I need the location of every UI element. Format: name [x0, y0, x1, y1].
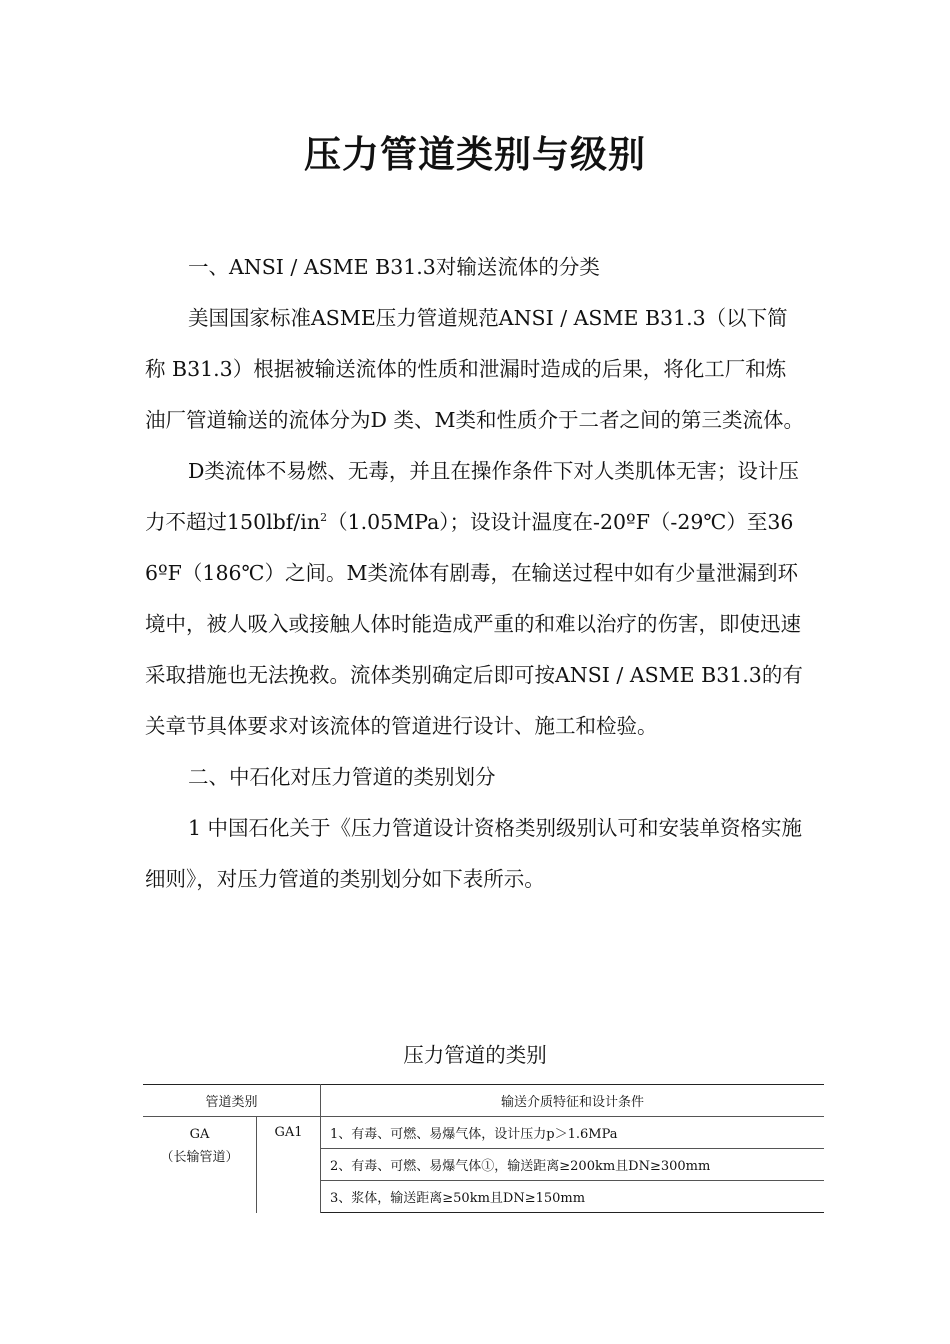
condition-cell-3: 3、浆体，输送距离≥50km且DN≥150mm [321, 1181, 825, 1213]
category-cell [143, 1117, 257, 1213]
paragraph-fluid-classes-part1: D类流体不易燃、无毒，并且在操作条件下对人类肌体无害；设计压力不超过150lbf/in [145, 459, 799, 534]
section-heading-2: 二、中石化对压力管道的类别划分 [188, 765, 496, 789]
pipeline-category-table [143, 1084, 824, 1213]
paragraph-sinopec-classification: 1 中国石化关于《压力管道设计资格类别级别认可和安装单资格实施细则》，对压力管道的类别划分如下表所示。 [145, 816, 803, 891]
paragraph-b31-intro: 美国国家标准ASME压力管道规范ANSI / ASME B31.3（以下简称 B31.3）根据被输送流体的性质和泄漏时造成的后果，将化工厂和炼油厂管道输送的流体分为D 类、M类和性质介于二者之间的第三类流体。 [145, 306, 804, 432]
table-row [143, 1117, 824, 1149]
section-heading-1: 一、ANSI / ASME B31.3对输送流体的分类 [188, 255, 600, 279]
category-name: （长输管道） [160, 1150, 239, 1165]
superscript-2: 2 [320, 511, 328, 525]
condition-cell-1: 1、有毒、可燃、易爆气体，设计压力p＞1.6MPa [321, 1117, 825, 1149]
document-body [145, 242, 805, 905]
header-medium-conditions: 输送介质特征和设计条件 [321, 1085, 825, 1117]
header-pipeline-category: 管道类别 [143, 1085, 321, 1117]
document-title: 压力管道类别与级别 [304, 133, 646, 176]
paragraph-fluid-classes-part2: （1.05MPa）；设设计温度在-20ºF（-29℃）至366ºF（186℃）之间。M类流体有剧毒，在输送过程中如有少量泄漏到环境中，被人吸入或接触人体时能造成严重的和难以治疗的伤害，即使迅速采取措施也无法挽救。流体类别确定后即可按ANSI / ASME B31.3的有关章节具体要求对该流体的管道进行设计、施工和检验。 [145, 510, 803, 738]
condition-cell-2: 2、有毒、可燃、易爆气体①，输送距离≥200km且DN≥300mm [321, 1149, 825, 1181]
category-code: GA [189, 1127, 210, 1142]
table-header-row [143, 1085, 824, 1117]
paragraph-fluid-classes [145, 446, 805, 752]
table-caption: 压力管道的类别 [403, 1043, 547, 1067]
subcategory-cell: GA1 [257, 1117, 321, 1213]
